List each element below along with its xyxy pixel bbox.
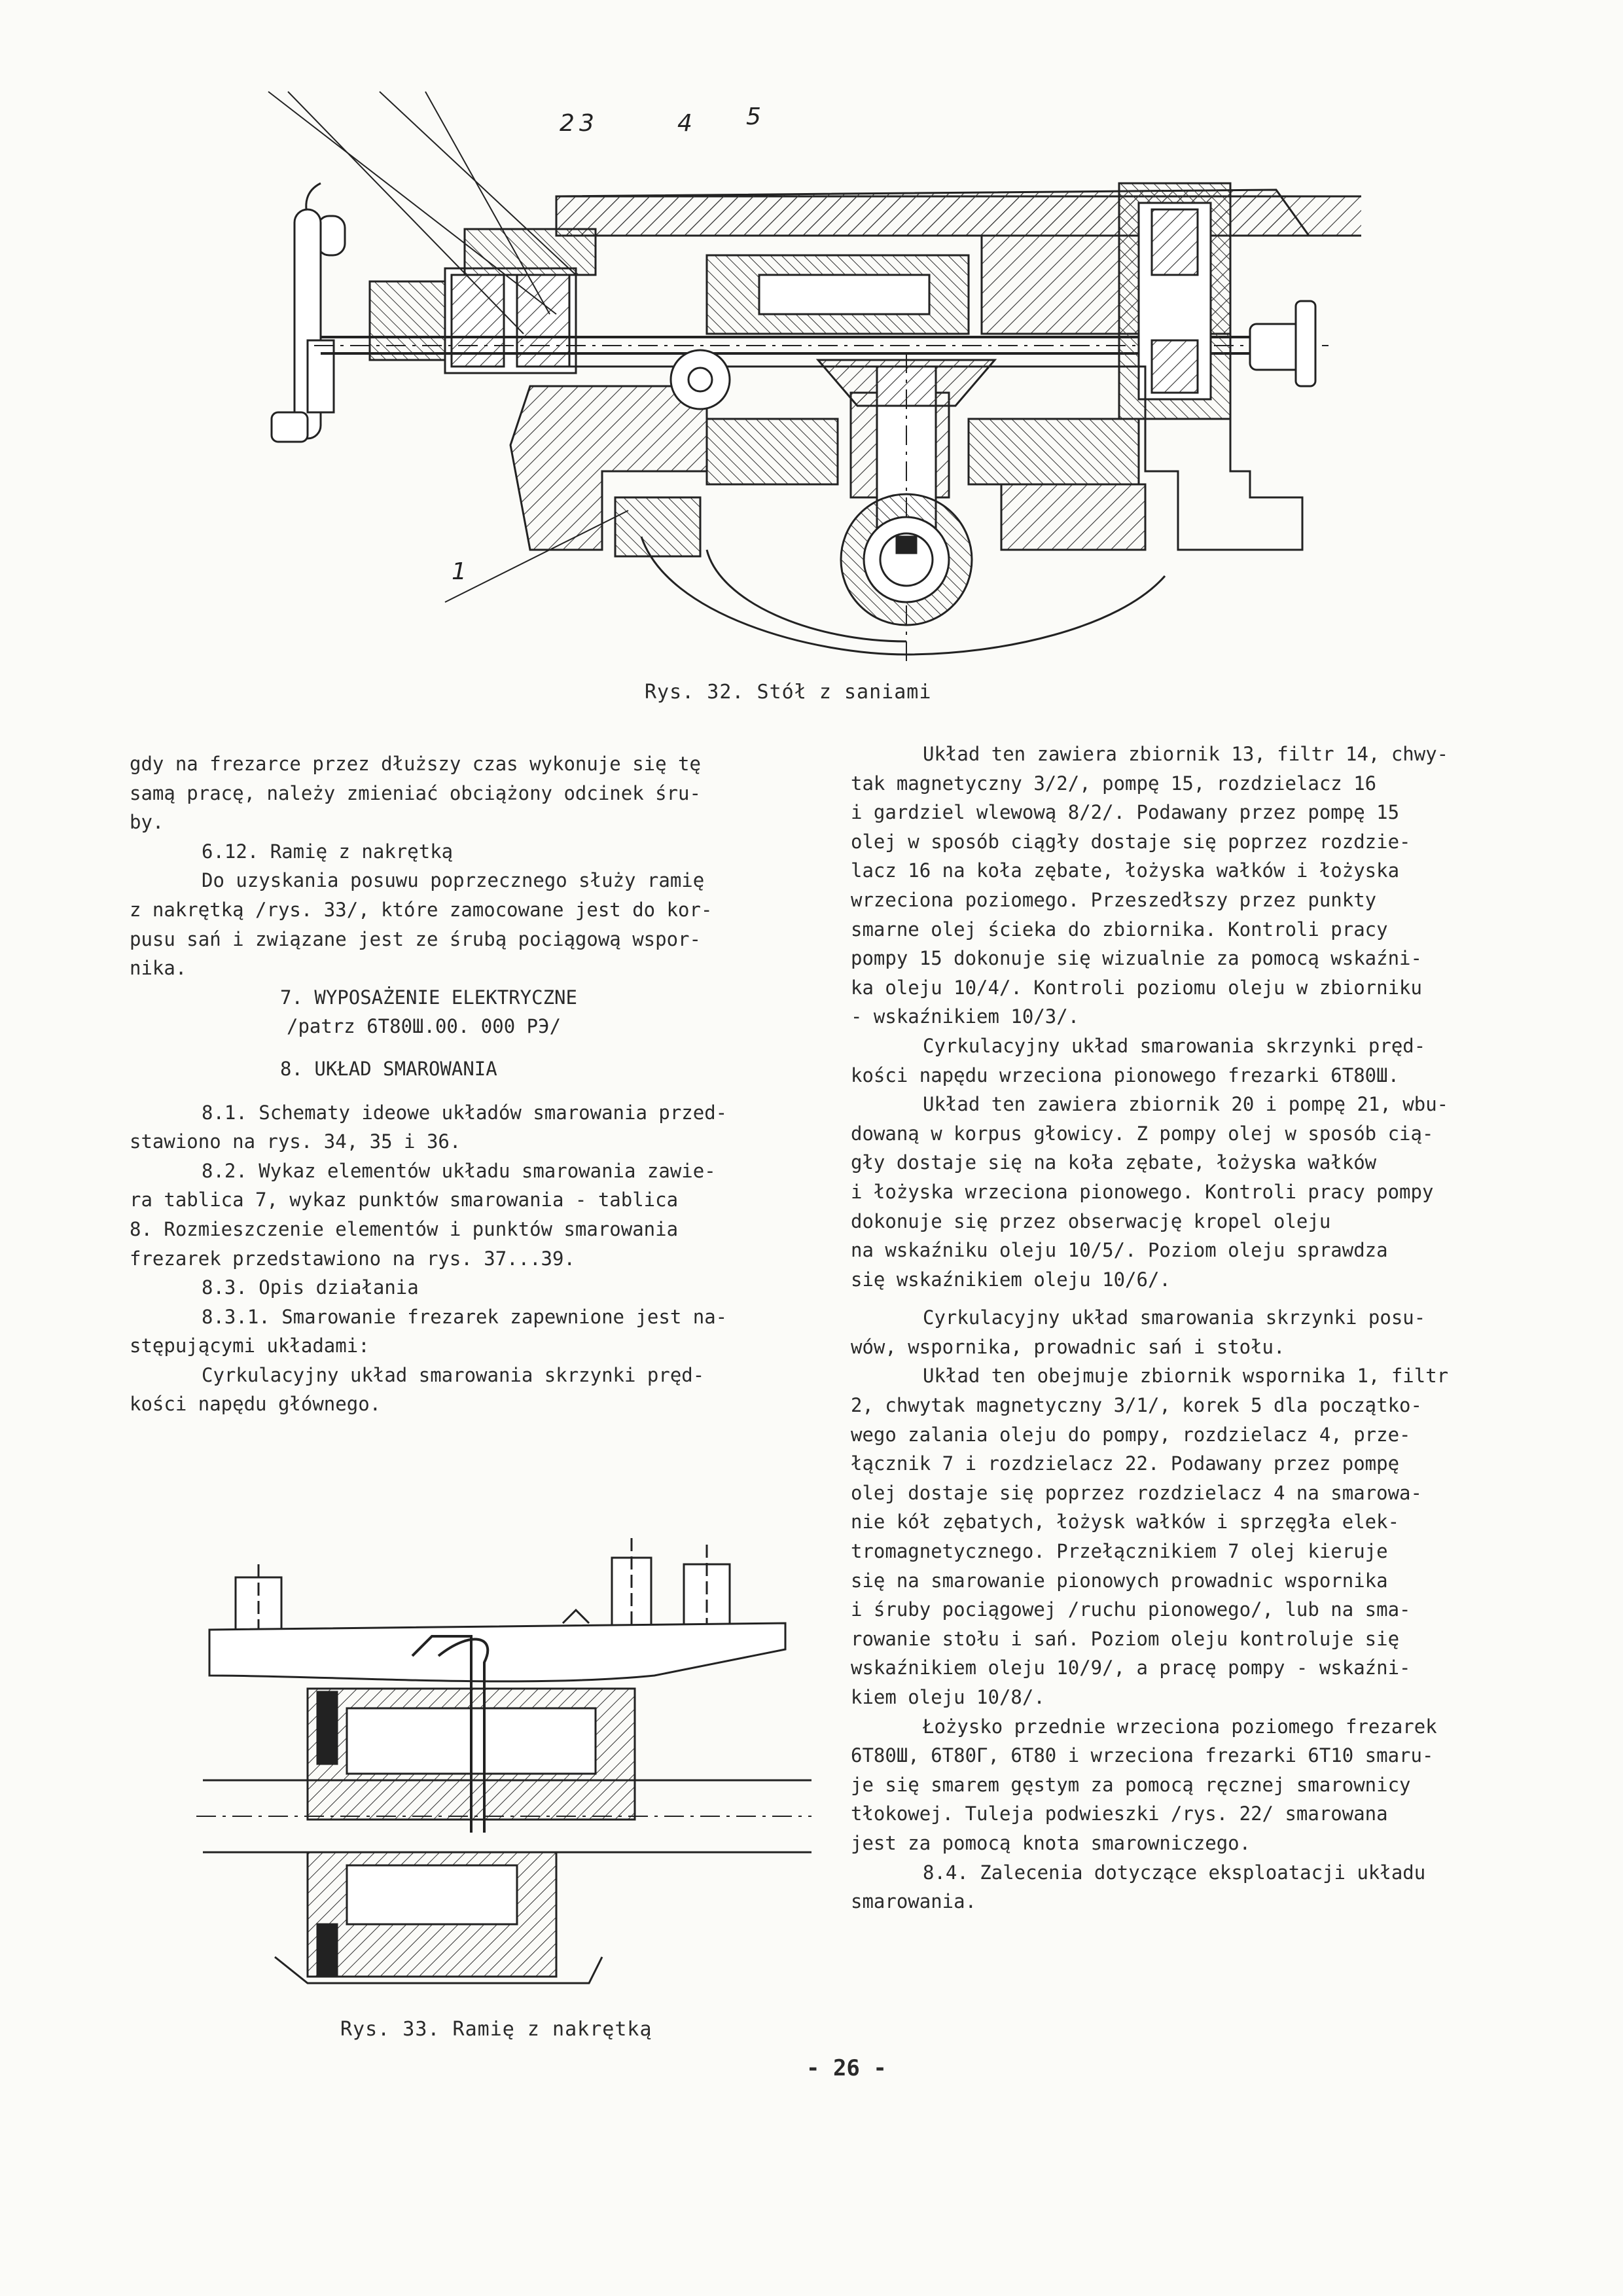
- section-8-3-heading: 8.3. Opis działania: [202, 1276, 419, 1299]
- right-line: je się smarem gęstym za pomocą ręcznej smarownicy: [851, 1773, 1411, 1796]
- left-line: gdy na frezarce przez dłuższy czas wykonuje się tę: [130, 753, 701, 775]
- page-number: - 26 -: [806, 2055, 887, 2081]
- left-line: stawiono na rys. 34, 35 i 36.: [130, 1130, 461, 1153]
- right-line: wego zalania oleju do pompy, rozdzielacz 4, prze-: [851, 1423, 1411, 1446]
- left-line: by.: [130, 811, 164, 834]
- left-line: stępującymi układami:: [130, 1335, 370, 1357]
- right-line: Układ ten zawiera zbiornik 13, filtr 14, chwy-: [923, 743, 1449, 765]
- figure1-label-3: 3: [579, 110, 594, 137]
- right-line: rowanie stołu i sań. Poziom oleju kontroluje się: [851, 1627, 1400, 1650]
- figure-arm-with-nut: [196, 1525, 818, 2003]
- left-text-column: [130, 749, 817, 1419]
- right-line: Cyrkulacyjny układ smarowania skrzynki pręd-: [923, 1034, 1426, 1057]
- section-7-heading: 7. WYPOSAŻENIE ELEKTRYCZNE: [280, 986, 577, 1009]
- figure2-caption: Rys. 33. Ramię z nakrętką: [340, 2018, 652, 2041]
- right-line: na wskaźniku oleju 10/5/. Poziom oleju sprawdza: [851, 1239, 1388, 1262]
- right-line: pompy 15 dokonuje się wizualnie za pomocą wskaźni-: [851, 947, 1422, 970]
- right-line: smarowania.: [851, 1890, 977, 1913]
- spacer: [130, 1084, 817, 1098]
- section-8-heading: 8. UKŁAD SMAROWANIA: [280, 1057, 497, 1080]
- left-line: samą pracę, należy zmieniać obciążony odcinek śru-: [130, 781, 701, 804]
- section-7-reference: /patrz 6T80Ш.00. 000 РЭ/: [287, 1015, 562, 1038]
- left-line: 8.2. Wykaz elementów układu smarowania zawie-: [202, 1159, 716, 1182]
- spacer: [851, 1294, 1538, 1303]
- figure1-caption: Rys. 32. Stół z saniami: [645, 681, 932, 704]
- figure1-label-4: 4: [677, 110, 692, 137]
- right-line: olej w sposób ciągły dostaje się poprzez rozdzie-: [851, 830, 1411, 853]
- right-line: smarne olej ścieka do zbiornika. Kontroli pracy: [851, 918, 1388, 941]
- right-line: kiem oleju 10/8/.: [851, 1686, 1045, 1708]
- right-line: Cyrkulacyjny układ smarowania skrzynki posu-: [923, 1306, 1426, 1329]
- right-line: jest za pomocą knota smarowniczego.: [851, 1831, 1251, 1854]
- right-line: wskaźnikiem oleju 10/9/, a pracę pompy - wskaźni-: [851, 1657, 1411, 1679]
- left-line: frezarek przedstawiono na rys. 37...39.: [130, 1247, 575, 1270]
- right-line: Układ ten obejmuje zbiornik wspornika 1, filtr: [923, 1365, 1449, 1388]
- right-line: tak magnetyczny 3/2/, pompę 15, rozdzielacz 16: [851, 772, 1377, 795]
- left-line: Cyrkulacyjny układ smarowania skrzynki pręd-: [202, 1363, 705, 1386]
- right-line: się wskaźnikiem oleju 10/6/.: [851, 1268, 1171, 1291]
- right-line: nie kół zębatych, łożysk wałków i sprzęgła elek-: [851, 1511, 1400, 1534]
- right-line: i łożyska wrzeciona pionowego. Kontroli pracy pompy: [851, 1180, 1434, 1203]
- figure-table-with-saddle: [249, 79, 1361, 668]
- left-line: kości napędu głównego.: [130, 1393, 382, 1416]
- right-line: dowaną w korpus głowicy. Z pompy olej w sposób cią-: [851, 1122, 1434, 1145]
- left-line: 8.3.1. Smarowanie frezarek zapewnione jest na-: [202, 1305, 728, 1328]
- right-line: i gardziel wlewową 8/2/. Podawany przez pompę 15: [851, 801, 1400, 824]
- right-line: - wskaźnikiem 10/3/.: [851, 1005, 1080, 1028]
- right-line: 6T80Ш, 6T80Г, 6T80 i wrzeciona frezarki 6T10 smaru-: [851, 1744, 1434, 1767]
- figure1-label-2: 2: [560, 110, 575, 137]
- right-line: gły dostaje się na koła zębate, łożyska wałków: [851, 1151, 1377, 1174]
- right-line: i śruby pociągowej /ruchu pionowego/, lub na sma-: [851, 1598, 1411, 1621]
- left-line: ra tablica 7, wykaz punktów smarowania - tablica: [130, 1189, 679, 1211]
- right-line: łącznik 7 i rozdzielacz 22. Podawany przez pompę: [851, 1452, 1400, 1475]
- right-line: kości napędu wrzeciona pionowego frezarki 6T80Ш.: [851, 1064, 1400, 1086]
- right-line: wów, wspornika, prowadnic sań i stołu.: [851, 1335, 1285, 1358]
- left-line: pusu sań i związane jest ze śrubą pociągową wspor-: [130, 927, 701, 950]
- section-8-4-heading: 8.4. Zalecenia dotyczące eksploatacji układu: [923, 1861, 1426, 1884]
- right-line: tromagnetycznego. Przełącznikiem 7 olej kieruje: [851, 1540, 1388, 1563]
- right-line: lacz 16 na koła zębate, łożyska wałków i łożyska: [851, 859, 1400, 882]
- figure1-label-5: 5: [746, 103, 761, 130]
- right-text-column: [851, 740, 1538, 1916]
- figure1-label-1: 1: [452, 558, 467, 585]
- section-6-12-heading: 6.12. Ramię z nakrętką: [202, 840, 454, 863]
- right-line: olej dostaje się poprzez rozdzielacz 4 na smarowa-: [851, 1481, 1422, 1504]
- spacer: [130, 1041, 817, 1054]
- left-line: Do uzyskania posuwu poprzecznego służy ramię: [202, 869, 705, 892]
- left-line: 8.1. Schematy ideowe układów smarowania przed-: [202, 1101, 728, 1124]
- left-line: z nakrętką /rys. 33/, które zamocowane jest do kor-: [130, 898, 713, 921]
- left-line: nika.: [130, 957, 187, 980]
- right-line: dokonuje się przez obserwację kropel oleju: [851, 1210, 1331, 1232]
- right-line: tłokowej. Tuleja podwieszki /rys. 22/ smarowana: [851, 1803, 1388, 1825]
- right-line: się na smarowanie pionowych prowadnic wspornika: [851, 1569, 1388, 1592]
- left-line: 8. Rozmieszczenie elementów i punktów smarowania: [130, 1217, 679, 1240]
- right-line: wrzeciona poziomego. Przeszedłszy przez punkty: [851, 888, 1377, 911]
- right-line: Układ ten zawiera zbiornik 20 i pompę 21, wbu-: [923, 1093, 1449, 1116]
- right-line: Łożysko przednie wrzeciona poziomego frezarek: [923, 1715, 1437, 1738]
- right-line: 2, chwytak magnetyczny 3/1/, korek 5 dla początko-: [851, 1394, 1422, 1417]
- right-line: ka oleju 10/4/. Kontroli poziomu oleju w zbiorniku: [851, 976, 1422, 999]
